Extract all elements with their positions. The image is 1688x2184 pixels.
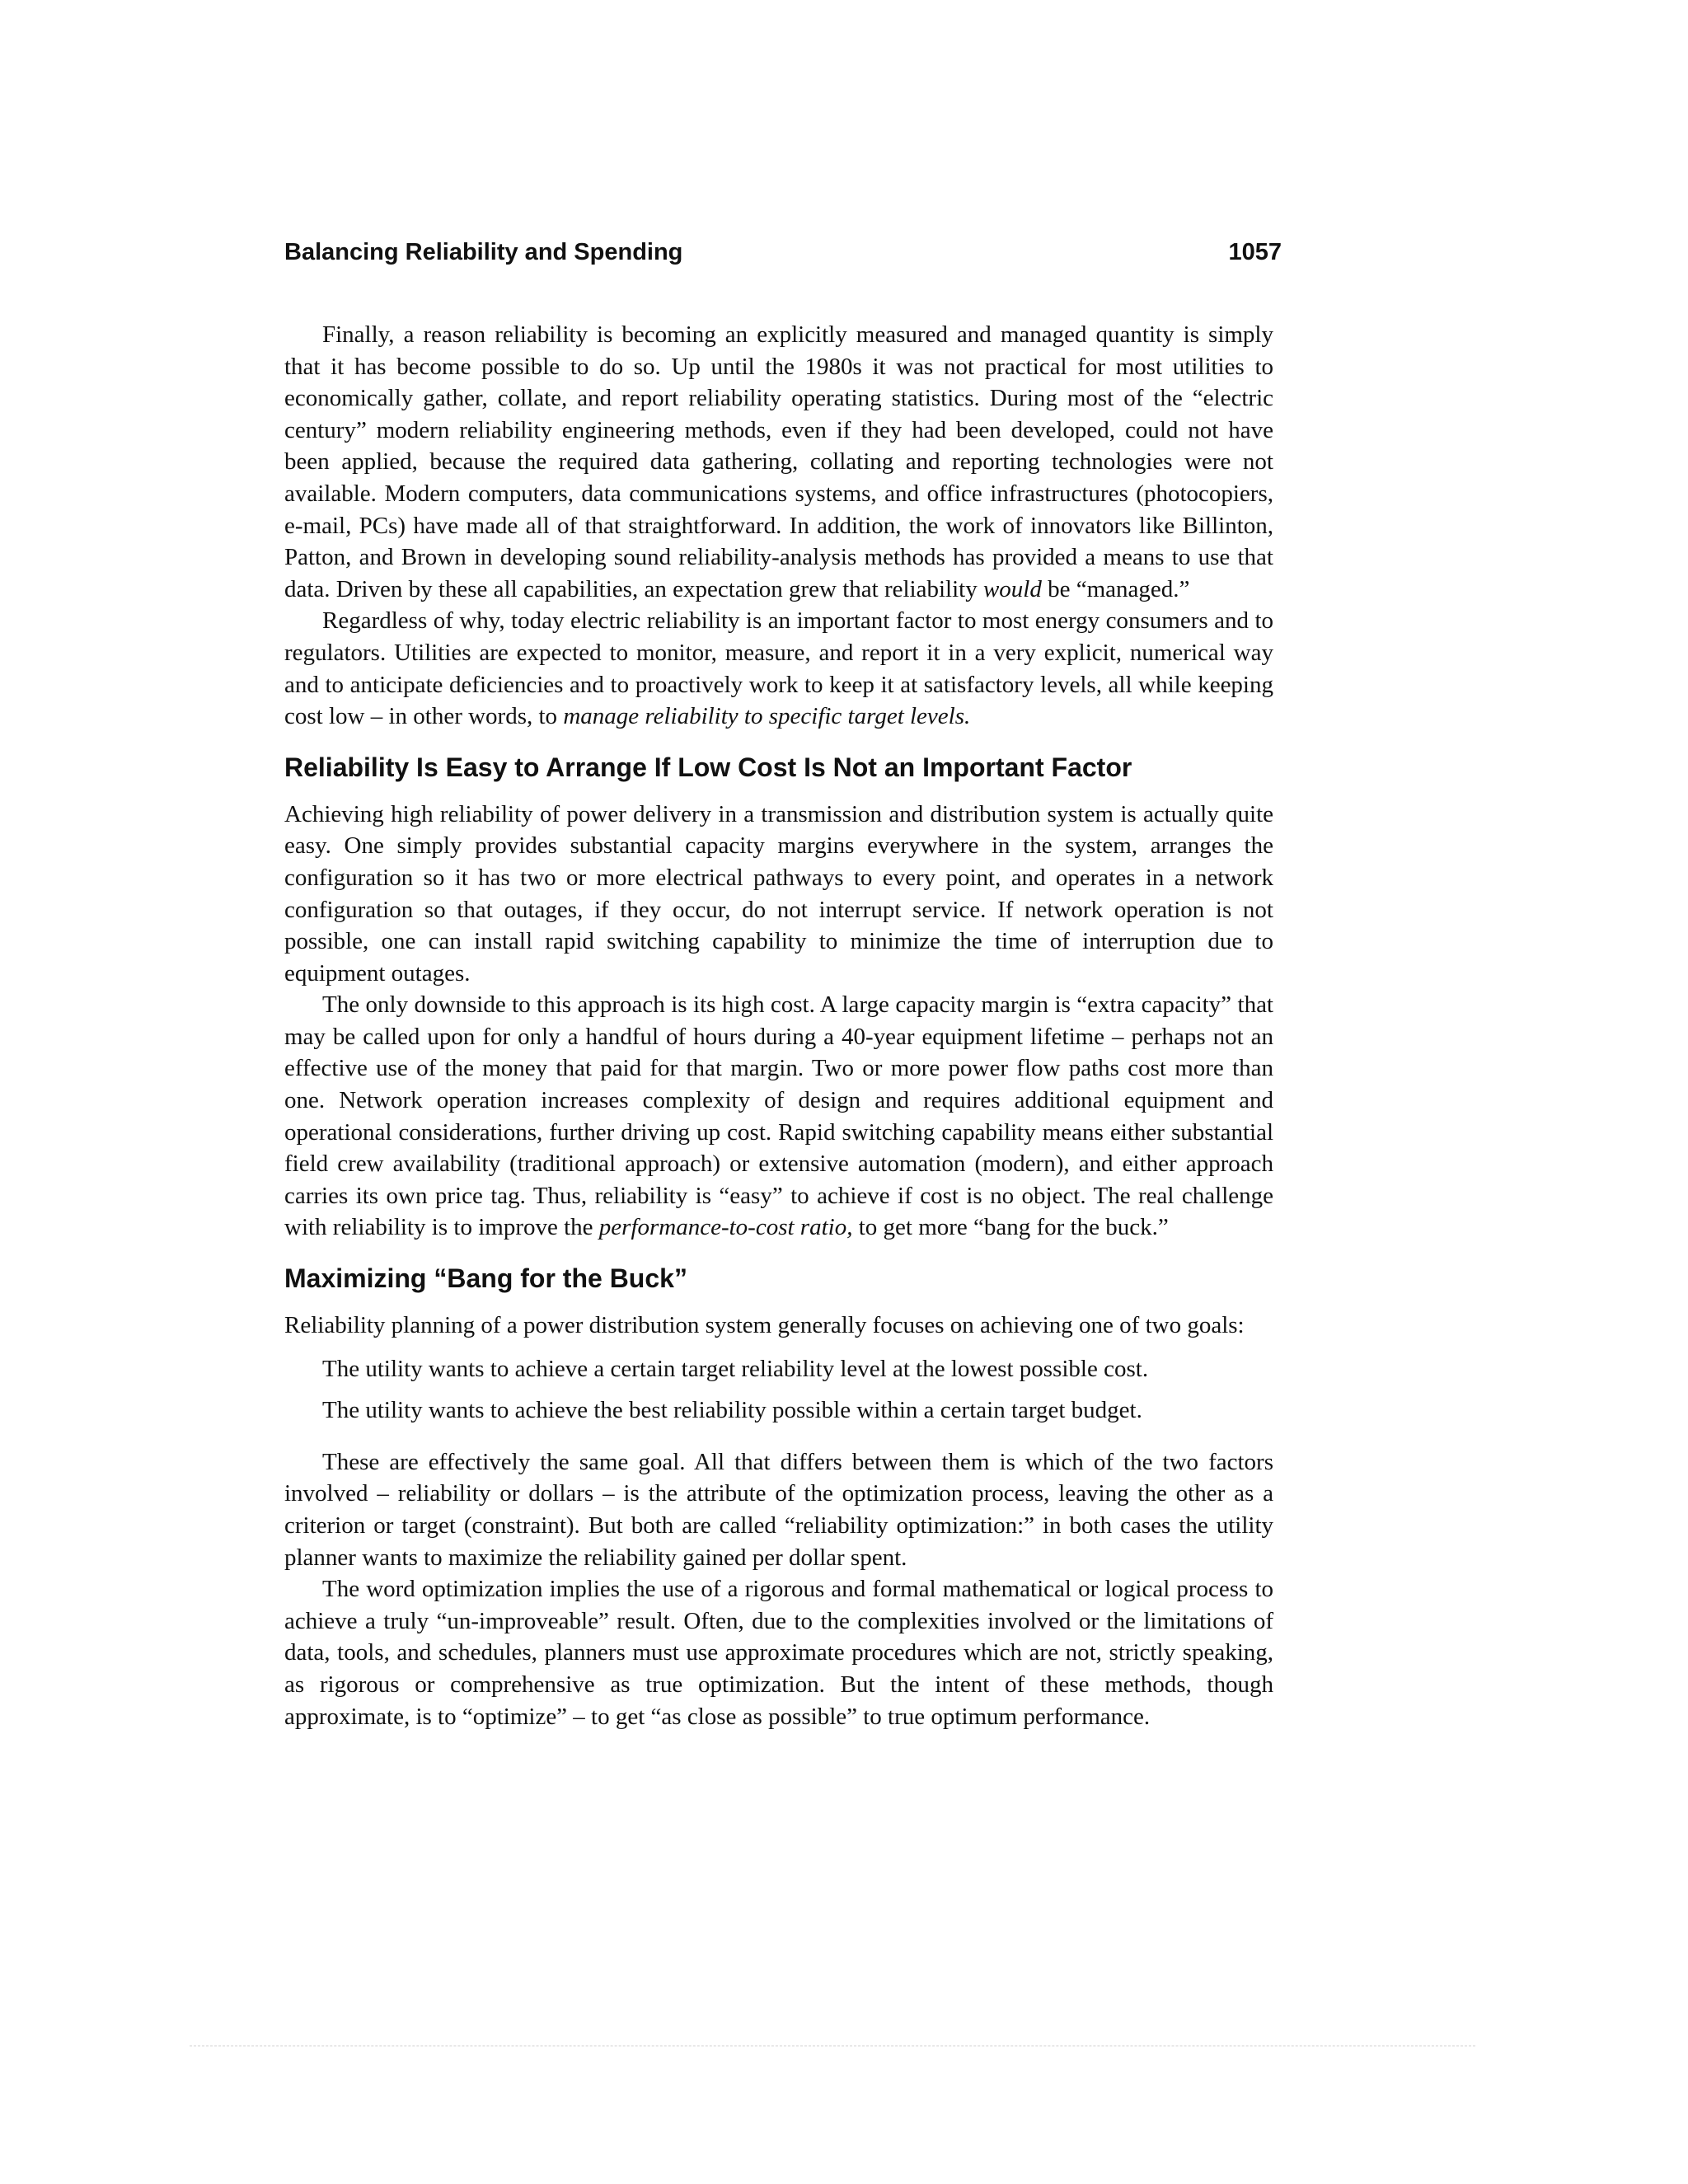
paragraph-regardless-of-why: Regardless of why, today electric reliability is an important factor to most energy consumers and to regulators. Utilities are expected to monitor, measure, and report it in a very explicit, numerical way and to anticipate deficiencies and to proactively work to keep it at satisfactory levels, all while keeping cost low – in other words, to manage reliability to specific target levels. [284, 607, 1273, 730]
section-heading-bang-for-the-buck: Maximizing “Bang for the Buck” [284, 1263, 687, 1294]
goal-item-best-reliability: The utility wants to achieve the best reliability possible within a certain target budget. [322, 1397, 1142, 1424]
body-text [284, 319, 1273, 1732]
paragraph-reliability-possible: Finally, a reason reliability is becoming an explicitly measured and managed quantity is simply that it has become possible to do so. Up until the 1980s it was not practical for most utilities to economically gather, collate, and report reliability operating statistics. During most of the “electric century” modern reliability engineering methods, even if they had been developed, could not have been applied, because the required data gathering, collating and reporting technologies were not available. Modern computers, data communications systems, and office infrastructures (photocopiers, e-mail, PCs) have made all of that straightforward. In addition, the work of innovators like Billinton, Patton, and Brown in developing sound reliability-analysis methods has provided a means to use that data. Driven by these all capabilities, an expectation grew that reliability would be “managed.” [284, 321, 1273, 602]
paragraph-word-optimization: The word optimization implies the use of a rigorous and formal mathematical or logical process to achieve a truly “un-improveable” result. Often, due to the complexities involved or the limitations of data, tools, and schedules, planners must use approximate procedures which are not, strictly speaking, as rigorous or comprehensive as true optimization. But the intent of these methods, though approximate, is to “optimize” – to get “as close as possible” to true optimum performance. [284, 1576, 1273, 1730]
running-header [284, 239, 1282, 266]
running-header-title: Balancing Reliability and Spending [284, 239, 683, 265]
goal-list [284, 1353, 1273, 1427]
page [284, 239, 1282, 1732]
goal-item-lowest-cost: The utility wants to achieve a certain target reliability level at the lowest possible cost. [322, 1355, 1149, 1382]
paragraph-same-goal: These are effectively the same goal. All that differs between them is which of the two factors involved – reliability or dollars – is the attribute of the optimization process, leaving the other as a criterion or target (constraint). But both are called “reliability optimization:” in both cases the utility planner wants to maximize the reliability gained per dollar spent. [284, 1448, 1273, 1571]
section-heading-easy-to-arrange: Reliability Is Easy to Arrange If Low Cost Is Not an Important Factor [284, 752, 1132, 782]
paragraph-achieving-high-reliability: Achieving high reliability of power delivery in a transmission and distribution system is actually quite easy. One simply provides substantial capacity margins everywhere in the system, arranges the configuration so it has two or more electrical pathways to every point, and operates in a network configuration so that outages, if they occur, do not interrupt service. If network operation is not possible, one can install rapid switching capability to minimize the time of interruption due to equipment outages. [284, 800, 1273, 987]
paragraph-only-downside: The only downside to this approach is its high cost. A large capacity margin is “extra capacity” that may be called upon for only a handful of hours during a 40-year equipment lifetime – perhaps not an effective use of the money that paid for that margin. Two or more power flow paths cost more than one. Network operation increases complexity of design and requires additional equipment and operational considerations, further driving up cost. Rapid switching capability means either substantial field crew availability (traditional approach) or extensive automation (modern), and either approach carries its own price tag. Thus, reliability is “easy” to achieve if cost is no object. The real challenge with reliability is to improve the performance-to-cost ratio, to get more “bang for the buck.” [284, 991, 1273, 1241]
page-number: 1057 [1228, 239, 1282, 265]
paragraph-reliability-planning: Reliability planning of a power distribution system generally focuses on achieving one of two goals: [284, 1312, 1245, 1339]
